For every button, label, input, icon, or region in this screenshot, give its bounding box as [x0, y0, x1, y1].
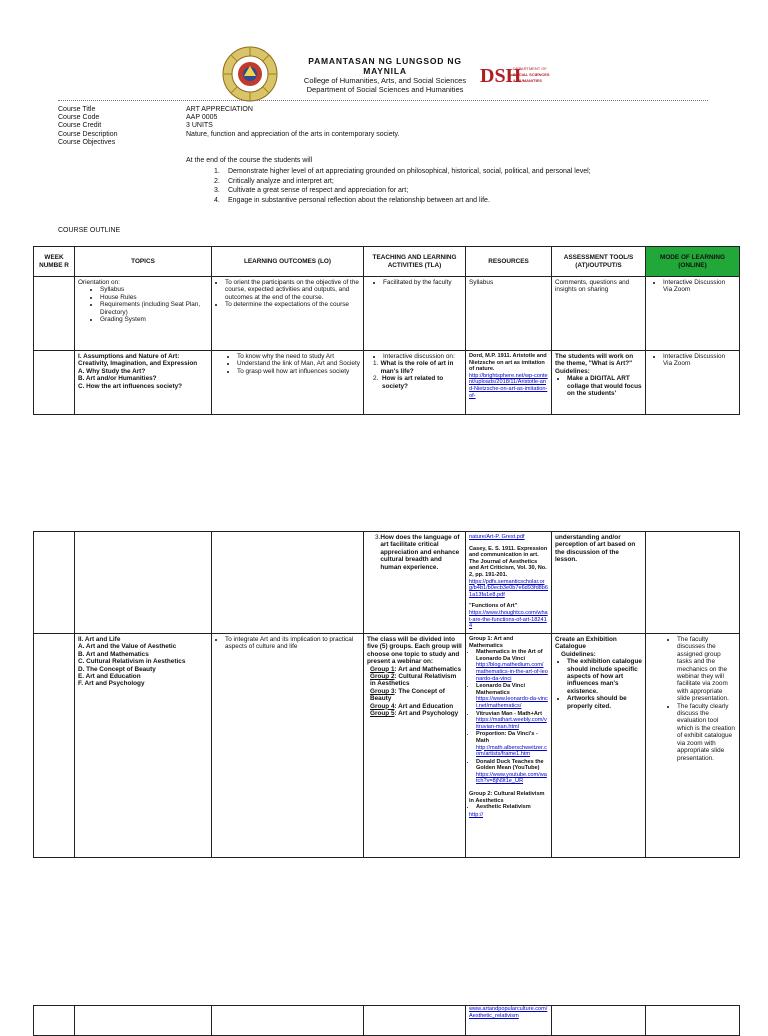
tla-cell: The class will be divided into five (5) groups. Each group will choose one topic to study and present a webinar on: Group 1: Art and Mathematics Group 2: Cultural Relativism in Aesthetics Group 3: The Concept of Beauty Group 4: Art and Education Group 5: Art and Psychology — [364, 634, 466, 858]
objective-item: 4. Engage in substantive personal reflection about the relationship between art and life. — [214, 196, 490, 204]
lo-cell: • To orient the participants on the objective of the course, expected activities and outputs, and outcomes at the end of the course. • To determine the expectations of the course — [212, 277, 364, 351]
info-label: Course Code — [58, 114, 100, 122]
lo-cell: • To know why the need to study Art • Understand the link of Man, Art and Society • To grasp well how art influences society — [212, 351, 364, 415]
assessment-cell: understanding and/or perception of art based on the discussion of the lesson. — [552, 532, 646, 634]
lo-cell — [212, 532, 364, 634]
lo-cell — [212, 1006, 364, 1036]
table-row — [34, 351, 740, 415]
university-seal-icon — [222, 46, 278, 102]
info-row-title — [58, 106, 718, 114]
mode-cell: • Interactive Discussion Via Zoom — [646, 277, 740, 351]
tla-cell: • Facilitated by the faculty — [364, 277, 466, 351]
resource-link[interactable]: https://www.leonardo-da-vinci.net/mathematics/ — [476, 696, 548, 709]
resource-link[interactable]: https://pdfs.semanticscholar.org/b4b1/b0ecb3e0b7e6d93fd8b61a13fa1e8.pdf — [469, 578, 549, 598]
info-value: 3 UNITS — [186, 122, 213, 130]
resource-link[interactable]: http://blog.mathedium.com/mathematics-in-the-art-of-leonardo-da-vinci — [476, 662, 548, 682]
mode-cell: • The faculty discusses the assigned group tasks and the mechanics on the webinar they will facilitate via zoom with appropriate slide presentation. • The faculty clearly discuss the evaluation tool which is the creation of exhibit catalogue via zoom with appropriate slide presentation. — [646, 634, 740, 858]
info-label: Course Objectives — [58, 138, 116, 146]
resource-link[interactable]: https://www.youtube.com/watch?v=8jN9t1e_UR — [476, 771, 547, 785]
table-row — [34, 1006, 740, 1036]
course-outline-table-1 — [33, 246, 740, 415]
info-label: Course Description — [58, 130, 118, 138]
dsh-logo-icon — [480, 58, 550, 92]
week-cell — [34, 277, 75, 351]
col-assessment: ASSESSMENT TOOL/S (AT)/OUTPUT/S — [552, 247, 646, 277]
week-cell — [34, 1006, 75, 1036]
table-row — [34, 634, 740, 858]
resource-link[interactable]: nature/Art-P. Grest.pdf — [469, 534, 525, 540]
document-header — [0, 40, 768, 100]
table-header-row — [34, 247, 740, 277]
tla-cell: • Interactive discussion on: 1. What is the role of art in man's life? 2. How is art related to society? — [364, 351, 466, 415]
info-label: Course Credit — [58, 122, 102, 130]
dsh-line1: DEPARTMENT OF — [513, 66, 547, 71]
info-row-description — [58, 131, 718, 139]
university-name: PAMANTASAN NG LUNGSOD NG MAYNILA — [308, 56, 462, 76]
info-row-credit — [58, 122, 718, 130]
topics-cell — [75, 1006, 212, 1036]
col-mode: MODE OF LEARNING (ONLINE) — [646, 247, 740, 277]
info-value: AAP 0005 — [186, 114, 218, 122]
resource-link[interactable]: https://mathart.weebly.com/vitruvian-man.html — [476, 717, 547, 730]
resources-cell — [466, 1006, 552, 1036]
dsh-line2: SOCIAL SCIENCES — [513, 72, 550, 77]
info-row-objectives — [58, 139, 718, 147]
assessment-cell: Create an Exhibition Catalogue Guidelines: • The exhibition catalogue should include specific aspects of how art influences man's existence. • Artworks should be properly cited. — [552, 634, 646, 858]
lo-cell: • To integrate Art and its implication to practical aspects of culture and life — [212, 634, 364, 858]
header-divider — [58, 100, 708, 101]
assessment-cell: Comments, questions and insights on sharing — [552, 277, 646, 351]
objective-item: 2. Critically analyze and interpret art; — [214, 177, 334, 185]
col-resources: RESOURCES — [466, 247, 552, 277]
assessment-cell — [552, 1006, 646, 1036]
resources-cell: Dord, M.P. 1911. Aristotle and Nietzsche on art as imitation of nature. http://brightsphere.net/wp-content/uploads/2018/11/Aristotle-and-Nietzsche-on-art-as-imitation-of- — [466, 351, 552, 415]
resources-cell: nature/Art-P. Grest.pdf Casey, E. S. 1911. Expression and communication in art. The Journal of Aesthetics and Art Criticism, Vol. 30, No. 2, pp. 191-201. https://pdfs.semanticscholar.org/b4b1/b0ecb3e0b7e6d93fd8b61a13fa1e8.pdf "Functions of Art" https://www.thoughtco.com/what-are-the-functions-of-art-182414 — [466, 532, 552, 634]
tla-cell — [364, 1006, 466, 1036]
resource-link[interactable]: https://www.thoughtco.com/what-are-the-functions-of-art-182414 — [469, 609, 548, 630]
dsh-line3: & HUMANITIES — [513, 78, 542, 83]
topics-cell: II. Art and Life A. Art and the Value of Aesthetic B. Art and Mathematics C. Cultural Relativism in Aesthetics D. The Concept of Beauty E. Art and Education F. Art and Psychology — [75, 634, 212, 858]
info-value: ART APPRECIATION — [186, 106, 253, 113]
objective-item: 3. Cultivate a great sense of respect and appreciation for art; — [214, 187, 409, 194]
course-outline-title: COURSE OUTLINE — [58, 227, 121, 234]
col-week: WEEK NUMBE R — [34, 247, 75, 277]
assessment-cell: The students will work on the theme, "What is Art?" Guidelines: • Make a DIGITAL ART collage that would focus on the students' — [552, 351, 646, 415]
info-value: Nature, function and appreciation of the arts in contemporary society. — [186, 130, 400, 138]
course-info — [58, 106, 718, 147]
info-row-code — [58, 114, 718, 122]
objective-item: 1. Demonstrate higher level of art appreciating grounded on philosophical, historical, social, political, and personal level; — [214, 168, 591, 175]
col-tla: TEACHING AND LEARNING ACTIVITIES (TLA) — [364, 247, 466, 277]
course-outline-table-3 — [33, 1005, 740, 1036]
college-name: College of Humanities, Arts, and Social Sciences — [303, 76, 467, 85]
col-lo: LEARNING OUTCOMES (LO) — [212, 247, 364, 277]
col-topics: TOPICS — [75, 247, 212, 277]
mode-cell: • Interactive Discussion Via Zoom — [646, 351, 740, 415]
objectives-list — [214, 167, 734, 205]
topics-cell: Orientation on: • Syllabus • House Rules • Requirements (including Seat Plan, Directory) • Grading System — [75, 277, 212, 351]
dsh-letters: DSH — [480, 65, 522, 87]
topics-cell: I. Assumptions and Nature of Art: Creativity, Imagination, and Expression A. Why Study the Art? B. Art and/or Humanities? C. How the art influences society? — [75, 351, 212, 415]
resources-cell: Group 1: Art and Mathematics • Mathematics in the Art of Leonardo Da Vinci http://blog.mathedium.com/mathematics-in-the-art-of-leonardo-da-vinci • Leonardo Da Vinci Mathematics https://www.leonardo-da-vinci.net/mathematics/ • Vitruvian Man - Math+Art https://mathart.weebly.com/vitruvian-man.html • Proportion: Da Vinci's - Math http://math.alberschweitzer.com/artists/frame1.htm • Donald Duck Teaches the Golden Mean (YouTube) https://www.youtube.com/watch?v=8jN9t1e_UR Group 2: Cultural Relativism in Aesthetics • Aesthetic Relativism http:// — [466, 634, 552, 858]
topics-cell — [75, 532, 212, 634]
mode-cell — [646, 532, 740, 634]
table-row — [34, 277, 740, 351]
resource-link[interactable]: http://brightsphere.net/wp-content/uploads/2018/11/Aristotle-and-Nietzsche-on-art-as-imitation-of- — [469, 372, 548, 399]
objectives-intro: At the end of the course the students will — [186, 157, 313, 164]
week-cell — [34, 532, 75, 634]
table-row — [34, 532, 740, 634]
resource-link[interactable]: www.artandpopularculture.com/Aesthetic_relativism — [469, 1006, 548, 1019]
mode-cell — [646, 1006, 740, 1036]
tla-cell: 3. How does the language of art facilitate critical appreciation and enhance cultural breadth and human experience. — [364, 532, 466, 634]
university-block — [290, 56, 480, 94]
resource-link[interactable]: http://math.alberschweitzer.com/artists/frame1.htm — [476, 744, 547, 758]
department-name: Department of Social Sciences and Humanities — [306, 85, 464, 94]
week-cell — [34, 634, 75, 858]
dsh-logo — [480, 58, 550, 92]
resources-cell: Syllabus — [466, 277, 552, 351]
info-label: Course Title — [58, 106, 96, 113]
course-outline-table-2 — [33, 531, 740, 858]
week-cell — [34, 351, 75, 415]
resource-link[interactable]: http:// — [469, 811, 483, 818]
